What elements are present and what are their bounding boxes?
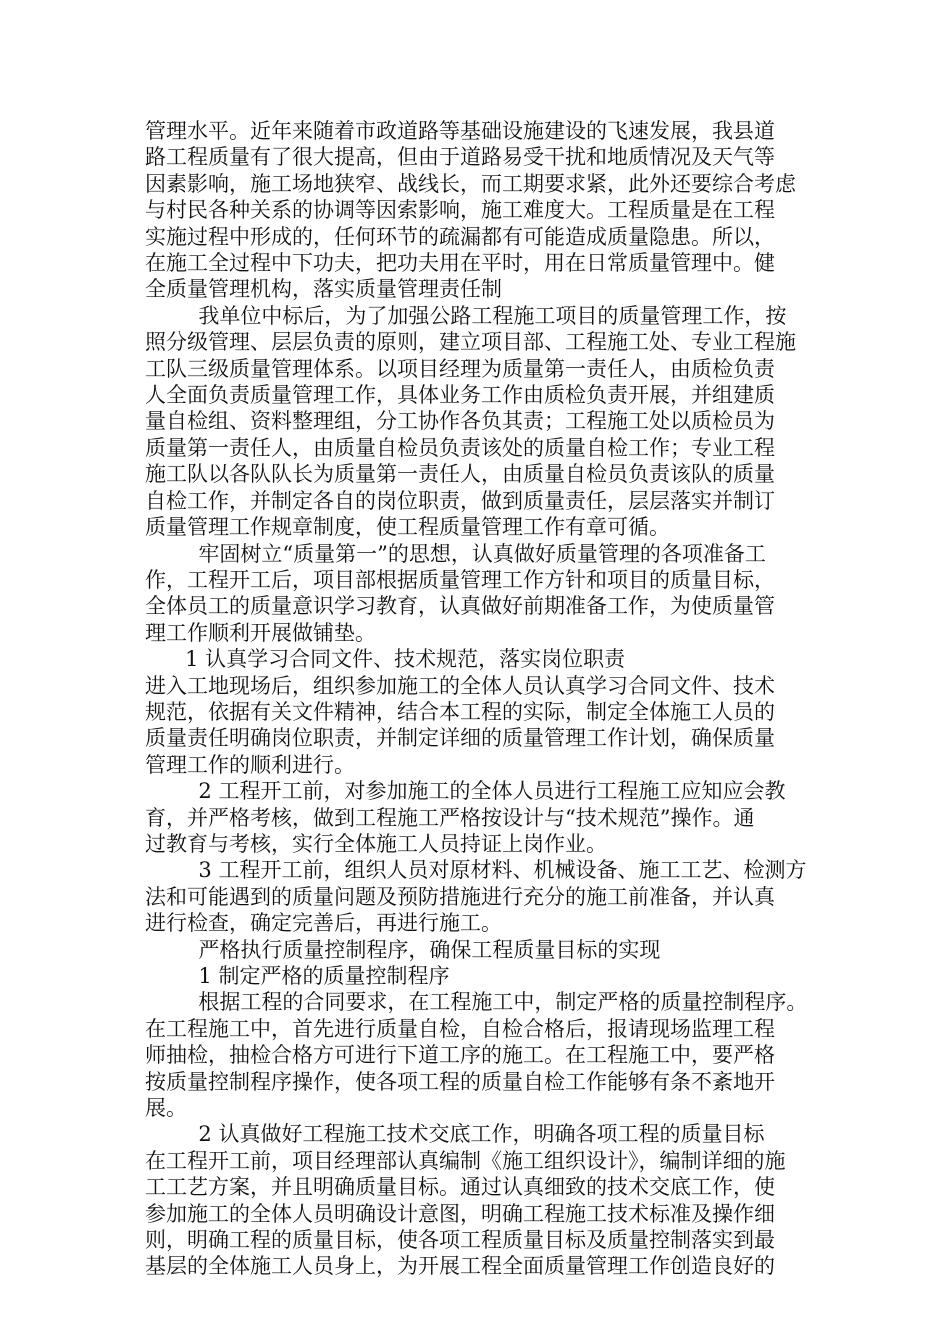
subheading-control-procedure: 1 制定严格的质量控制程序 (145, 964, 450, 988)
paragraph-pre-construction-preparation: 3 工程开工前，组织人员对原材料、机械设备、施工工艺、检测方 法和可能遇到的质量问题及预防措施进行充分的施工前准备，并认真 进行检查，确定完善后，再进行施工。 (145, 858, 807, 936)
paragraph-study-contracts: 1 认真学习合同文件、技术规范，落实岗位职责 进入工地现场后，组织参加施工的全体人员认真学习合同文件、技术 规范，依据有关文件精神，结合本工程的实际，制定全体施工人员的 质量责任明确岗位职责，并制定详细的质量管理工作计划，确保质量 管理工作的顺利进行。 (145, 647, 775, 777)
paragraph-pre-construction-training: 2 工程开工前，对参加施工的全体人员进行工程施工应知应会教 育，并严格考核，做到工程施工严格按设计与“技术规范”操作。通 过教育与考核，实行全体施工人员持证上岗作业。 (145, 779, 786, 856)
paragraph-technical-briefing: 2 认真做好工程施工技术交底工作，明确各项工程的质量目标 在工程开工前，项目经理部认真编制《施工组织设计》，编制详细的施 工工艺方案，并且明确质量目标。通过认真细致的技术交底工作，使 参加施工的全体人员明确设计意图，明确工程施工技术标准及操作细 则，明确工程的质量目标，使各项工程质量目标及质量控制落实到最 基层的全体施工人员身上，为开展工程全面质量管理工作创造良好的 (145, 1122, 786, 1279)
paragraph-quality-overview: 管理水平。近年来随着市政道路等基础设施建设的飞速发展，我县道 路工程质量有了很大提高，但由于道路易受干扰和地质情况及天气等 因素影响，施工场地狭窄、战线长，而工期要求紧，此外还要综合考虑 与村民各种关系的协调等因索影响，施工难度大。工程质量是在工程 实施过程中形成的，任何环节的疏漏都有可能造成质量隐患。所以， 在施工全过程中下功夫，把功夫用在平时，用在日常质量管理中。健 全质量管理机构，落实质量管理责任制 (145, 119, 796, 302)
document-page (145, 118, 825, 1280)
section-heading-quality-control: 严格执行质量控制程序，确保工程质量目标的实现 (145, 937, 661, 962)
paragraph-control-procedure: 根据工程的合同要求，在工程施工中，制定严格的质量控制程序。 在工程施工中，首先进行质量自检，自检合格后，报请现场监理工程 师抽检，抽检合格方可进行下道工序的施工。在工程施工中，要严格 按质量控制程序操作，使各项工程的质量自检工作能够有条不紊地开 展。 (145, 990, 808, 1121)
paragraph-management-system: 我单位中标后，为了加强公路工程施工项目的质量管理工作，按 照分级管理、层层负责的原则，建立项目部、工程施工处、专业工程施 工队三级质量管理体系。以项目经理为质量第一责任人，由质检负责 人全面负责质量管理工作，具体业务工作由质检负责开展，并组建质 量自检组、资料整理组，分工协作各负其责；工程施工处以质检员为 质量第一责任人，由质量自检员负责该处的质量自检工作；专业工程 施工队以各队队长为质量第一责任人，由质量自检员负责该队的质量 自检工作，并制定各自的岗位职责，做到质量责任，层层落实并制订 质量管理工作规章制度，使工程质量管理工作有章可循。 (145, 303, 796, 540)
paragraph-quality-first: 牢固树立“质量第一”的思想，认真做好质量管理的各项准备工 作，工程开工后，项目部根据质量管理工作方针和项目的质量目标， 全体员工的质量意识学习教育，认真做好前期准备工作，为使质量管 理工作顺利开展做铺垫。 (145, 541, 775, 645)
